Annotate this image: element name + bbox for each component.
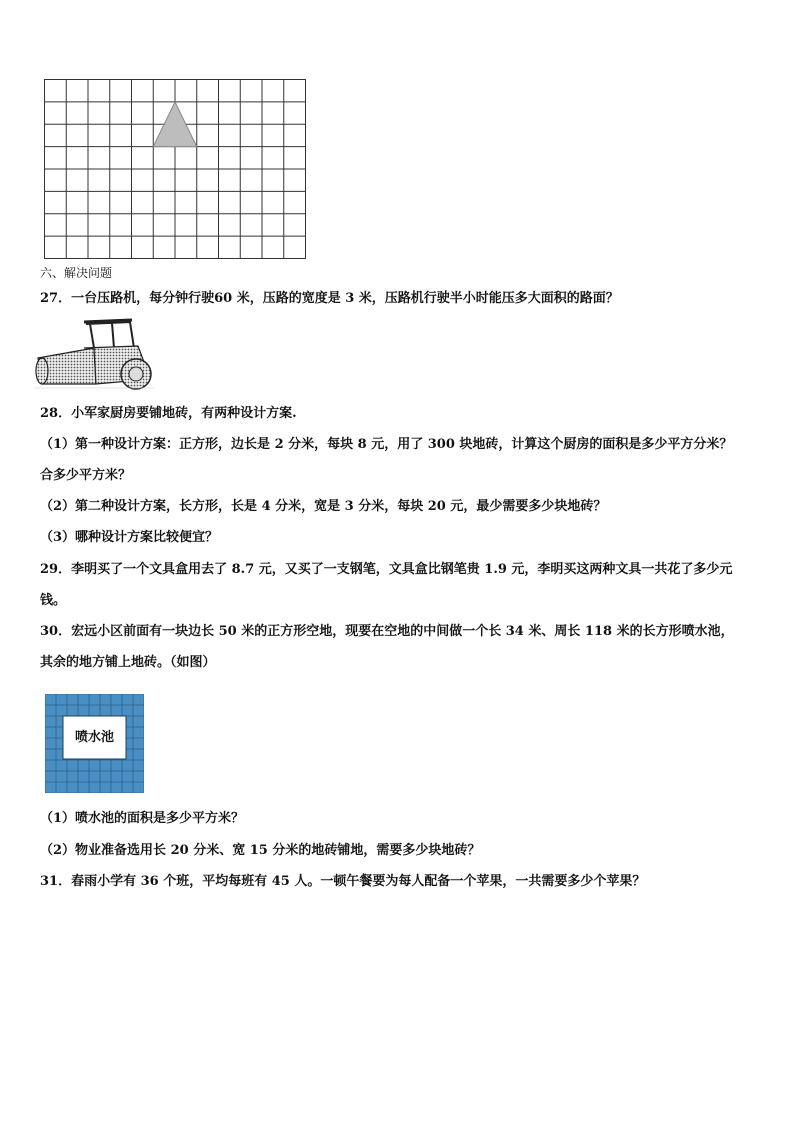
question-28-part1-line2: 合多少平方米？ — [40, 468, 132, 483]
question-27: 27．一台压路机，每分钟行驶60 米，压路的宽度是 3 米，压路机行驶半小时能压多大面积的路面？ — [40, 291, 619, 306]
question-29-line2: 钱。 — [40, 593, 67, 608]
fountain-label: 喷水池 — [74, 730, 114, 745]
question-28-part1-line1: （1）第一种设计方案：正方形，边长是 2 分米，每块 8 元，用了 300 块地砖，计算这个厨房的面积是多少平方分米？ — [40, 437, 733, 452]
question-30-line1: 30．宏远小区前面有一块边长 50 米的正方形空地，现要在空地的中间做一个长 34 米、周长 118 米的长方形喷水池， — [40, 624, 734, 639]
question-29-line1: 29．李明买了一个文具盒用去了 8.7 元，又买了一支钢笔，文具盒比钢笔贵 1.9 元，李明买这两种文具一共花了多少元 — [40, 562, 733, 577]
question-28-intro: 28．小军家厨房要铺地砖，有两种设计方案. — [40, 406, 297, 421]
question-30-part2: （2）物业准备选用长 20 分米、宽 15 分米的地砖铺地，需要多少块地砖？ — [40, 843, 481, 858]
grid-figure — [44, 79, 306, 259]
question-30-line2: 其余的地方铺上地砖。（如图） — [40, 655, 216, 670]
question-31: 31．春雨小学有 36 个班，平均每班有 45 人。一顿午餐要为每人配备一个苹果，一共需要多少个苹果？ — [40, 874, 646, 889]
question-28-part3: （3）哪种设计方案比较便宜？ — [40, 530, 219, 545]
question-30-part1: （1）喷水池的面积是多少平方米？ — [40, 811, 245, 826]
section-title: 六、解决问题 — [40, 266, 113, 280]
fountain-figure — [45, 694, 144, 793]
grid-svg — [44, 79, 306, 259]
road-roller-illustration — [34, 318, 154, 392]
question-28-part2: （2）第二种设计方案，长方形，长是 4 分米，宽是 3 分米，每块 20 元，最少需要多少块地砖？ — [40, 499, 607, 514]
